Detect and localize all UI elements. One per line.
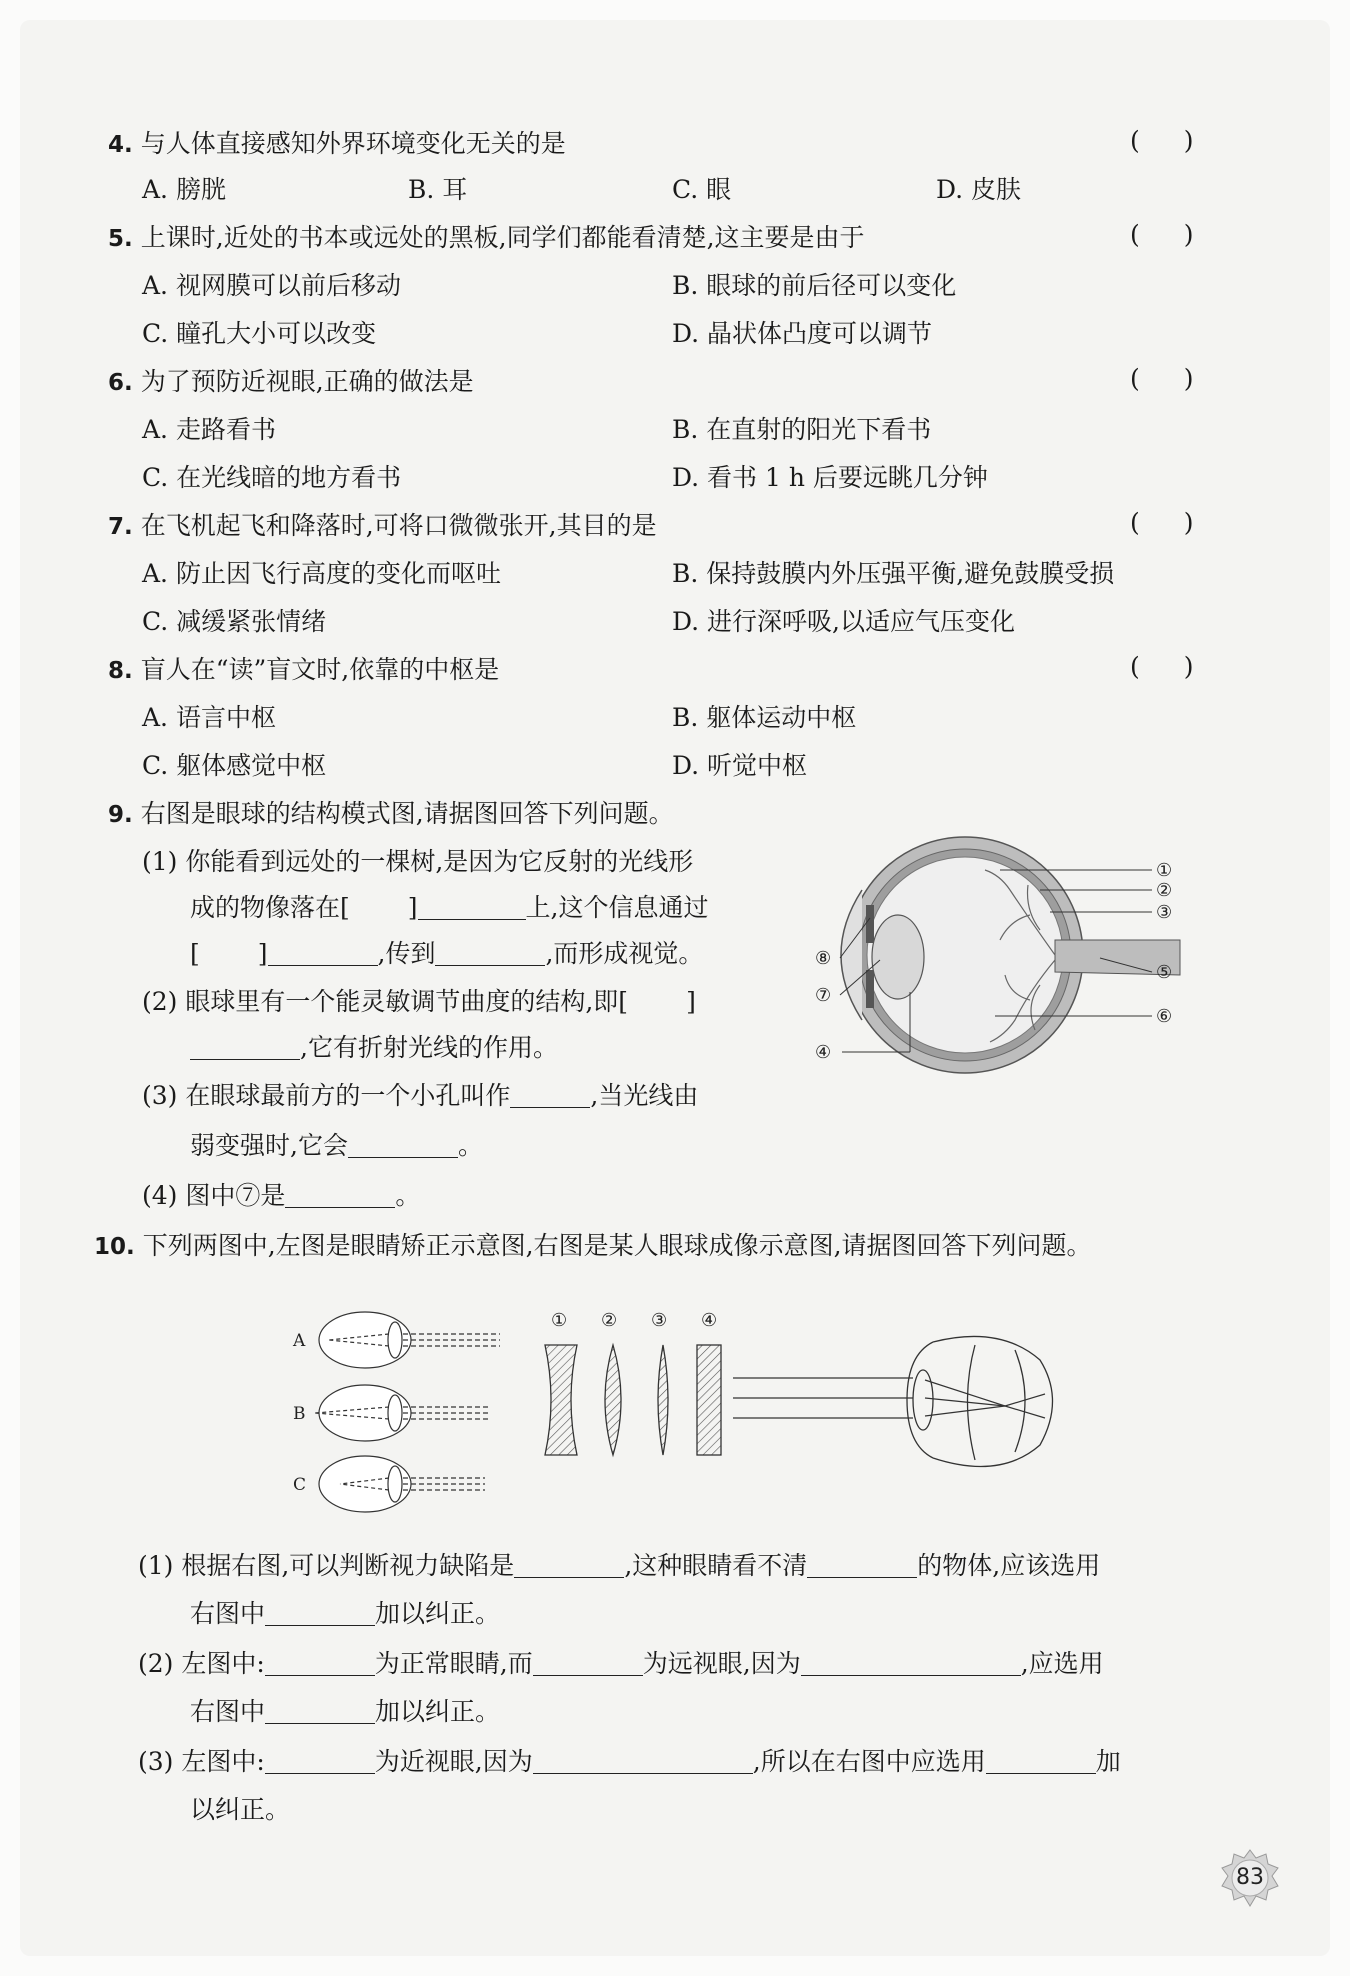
label-4: ④: [815, 1042, 832, 1063]
option-a[interactable]: A. 膀胱: [142, 175, 226, 204]
question-stem: 与人体直接感知外界环境变化无关的是: [140, 129, 566, 158]
q9-part1-line2: 成的物像落在[ ] 上,这个信息通过: [190, 893, 709, 922]
answer-blank[interactable]: [265, 1723, 375, 1724]
answer-blank[interactable]: [986, 1773, 1096, 1774]
answer-parentheses[interactable]: ( ): [1130, 508, 1194, 537]
q9-part3-line1: (3) 在眼球最前方的一个小孔叫作 ,当光线由: [142, 1081, 699, 1110]
question-4: [108, 126, 566, 163]
question-number: 5.: [108, 226, 133, 252]
label-c: C: [293, 1475, 307, 1495]
question-10: [94, 1228, 1092, 1265]
q9-part3-line2: 弱变强时,它会 。: [190, 1131, 483, 1160]
question-7: [108, 508, 657, 545]
q10-part2-line1: (2) 左图中: 为正常眼睛,而 为远视眼,因为 ,应选用: [138, 1649, 1104, 1678]
question-stem: 右图是眼球的结构模式图,请据图回答下列问题。: [140, 799, 674, 828]
question-stem: 在飞机起飞和降落时,可将口微微张开,其目的是: [140, 511, 657, 540]
answer-blank[interactable]: [533, 1675, 643, 1676]
answer-blank[interactable]: [418, 919, 526, 920]
question-6: [108, 364, 474, 401]
answer-parentheses[interactable]: ( ): [1130, 364, 1194, 393]
option-b[interactable]: B. 躯体运动中枢: [672, 703, 857, 732]
q10-part2-line2: 右图中 加以纠正。: [190, 1697, 501, 1726]
lens-label-2: ②: [601, 1310, 618, 1331]
iris-upper: [866, 905, 874, 943]
q10-part3-line2: 以纠正。: [190, 1795, 291, 1824]
eyeball: [907, 1336, 1053, 1466]
option-a[interactable]: A. 走路看书: [142, 415, 276, 444]
question-number: 9.: [108, 802, 133, 828]
lens-label-3: ③: [651, 1310, 668, 1331]
q10-part3-line1: (3) 左图中: 为近视眼,因为 ,所以在右图中应选用 加: [138, 1747, 1121, 1776]
page-number: 83: [1236, 1865, 1264, 1890]
q9-part4: (4) 图中⑦是 。: [142, 1181, 421, 1210]
q9-part1-line1: (1) 你能看到远处的一棵树,是因为它反射的光线形: [142, 847, 694, 876]
question-stem: 为了预防近视眼,正确的做法是: [140, 367, 474, 396]
option-d[interactable]: D. 进行深呼吸,以适应气压变化: [672, 607, 1015, 636]
option-d[interactable]: D. 皮肤: [936, 175, 1022, 204]
question-stem: 下列两图中,左图是眼睛矫正示意图,右图是某人眼球成像示意图,请据图回答下列问题。: [142, 1231, 1092, 1260]
lens-2-convex: [605, 1345, 621, 1455]
page-number-badge: [1220, 1848, 1280, 1908]
label-3: ③: [1156, 902, 1173, 923]
answer-parentheses[interactable]: ( ): [1130, 126, 1194, 155]
question-number: 7.: [108, 514, 133, 540]
question-number: 4.: [108, 132, 133, 158]
option-b[interactable]: B. 保持鼓膜内外压强平衡,避免鼓膜受损: [672, 559, 1115, 588]
answer-blank[interactable]: [435, 965, 545, 966]
eye-c: [319, 1456, 411, 1512]
answer-parentheses[interactable]: ( ): [1130, 220, 1194, 249]
question-5: [108, 220, 865, 257]
question-number: 6.: [108, 370, 133, 396]
label-8: ⑧: [815, 948, 832, 969]
option-c[interactable]: C. 躯体感觉中枢: [142, 751, 327, 780]
lens: [872, 915, 924, 999]
light-rays: [733, 1378, 1045, 1418]
option-d[interactable]: D. 看书 1 h 后要远眺几分钟: [672, 463, 988, 492]
label-6: ⑥: [1156, 1006, 1173, 1027]
option-c[interactable]: C. 减缓紧张情绪: [142, 607, 327, 636]
answer-parentheses[interactable]: ( ): [1130, 652, 1194, 681]
label-5: ⑤: [1156, 962, 1173, 983]
question-8: [108, 652, 499, 689]
answer-blank[interactable]: [265, 1675, 375, 1676]
lens-label-1: ①: [551, 1310, 568, 1331]
answer-blank[interactable]: [801, 1675, 1021, 1676]
question-number: 10.: [94, 1234, 135, 1260]
answer-blank[interactable]: [533, 1773, 753, 1774]
option-c[interactable]: C. 瞳孔大小可以改变: [142, 319, 377, 348]
iris-lower: [866, 970, 874, 1008]
answer-blank[interactable]: [265, 1773, 375, 1774]
q9-part1-line3: [ ] ,传到 ,而形成视觉。: [190, 939, 704, 968]
question-stem: 上课时,近处的书本或远处的黑板,同学们都能看清楚,这主要是由于: [140, 223, 865, 252]
question-stem: 盲人在“读”盲文时,依靠的中枢是: [140, 655, 500, 684]
option-d[interactable]: D. 晶状体凸度可以调节: [672, 319, 933, 348]
option-b[interactable]: B. 眼球的前后径可以变化: [672, 271, 957, 300]
label-1: ①: [1156, 860, 1173, 881]
label-7: ⑦: [815, 985, 832, 1006]
answer-blank[interactable]: [285, 1207, 395, 1208]
question-9: [108, 796, 674, 833]
answer-blank[interactable]: [265, 1625, 375, 1626]
answer-blank[interactable]: [514, 1577, 624, 1578]
q9-part2-line1: (2) 眼球里有一个能灵敏调节曲度的结构,即[ ]: [142, 987, 696, 1016]
option-c[interactable]: C. 在光线暗的地方看书: [142, 463, 402, 492]
question-number: 8.: [108, 658, 133, 684]
lens-label-4: ④: [701, 1310, 718, 1331]
label-2: ②: [1156, 880, 1173, 901]
eyeball-structure-diagram: [800, 820, 1240, 1090]
option-b[interactable]: B. 耳: [408, 175, 468, 204]
answer-blank[interactable]: [190, 1059, 300, 1060]
answer-blank[interactable]: [807, 1577, 917, 1578]
option-c[interactable]: C. 眼: [672, 175, 732, 204]
lens-3-convex: [658, 1345, 668, 1455]
q10-part1-line2: 右图中 加以纠正。: [190, 1599, 501, 1628]
label-a: A: [293, 1331, 306, 1351]
lens-4-flat: [697, 1345, 721, 1455]
label-b: B: [293, 1404, 306, 1424]
option-a[interactable]: A. 视网膜可以前后移动: [142, 271, 401, 300]
option-a[interactable]: A. 防止因飞行高度的变化而呕吐: [142, 559, 501, 588]
lens-1-concave: [545, 1345, 577, 1455]
answer-blank[interactable]: [268, 965, 378, 966]
eye-imaging-diagram: [535, 1300, 1075, 1480]
q10-part1-line1: (1) 根据右图,可以判断视力缺陷是 ,这种眼睛看不清 的物体,应该选用: [138, 1551, 1101, 1580]
answer-blank[interactable]: [348, 1157, 458, 1158]
cornea: [841, 890, 862, 1020]
q9-part2-line2: ,它有折射光线的作用。: [190, 1030, 558, 1066]
eye-correction-diagram: [285, 1300, 505, 1520]
answer-blank[interactable]: [510, 1107, 590, 1108]
option-b[interactable]: B. 在直射的阳光下看书: [672, 415, 932, 444]
eye-b: [319, 1385, 411, 1441]
option-a[interactable]: A. 语言中枢: [142, 703, 276, 732]
option-d[interactable]: D. 听觉中枢: [672, 751, 808, 780]
